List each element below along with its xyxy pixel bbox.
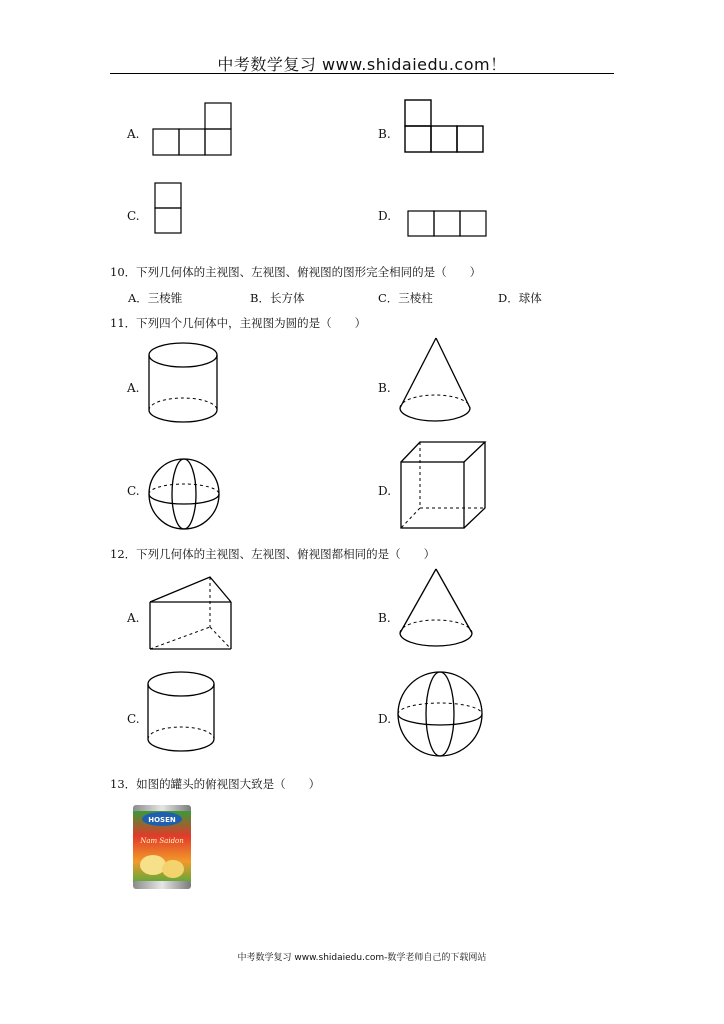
q12-stem: 12．下列几何体的主视图、左视图、俯视图都相同的是（ ） [110,547,436,561]
page-footer: 中考数学复习 www.shidaiedu.com-数学老师自己的下载网站 [237,953,487,963]
q9-option-b-label: B. [378,127,391,141]
q11-cylinder-figure [145,340,221,428]
q9-option-a-label: A. [127,127,140,141]
q12-sphere-figure [396,671,486,759]
q12-option-a-label: A. [127,611,140,625]
canned-food-image [131,803,193,891]
q11-cone-figure [396,336,474,428]
q11-option-a-label: A. [127,381,140,395]
q10-option-d: D．球体 [498,291,542,305]
q9-option-d-label: D. [378,209,392,223]
header-rule [110,73,614,74]
q9-option-c-label: C. [127,209,140,223]
q11-option-c-label: C. [127,484,140,498]
q9-option-c-figure [154,182,184,236]
page-header: 中考数学复习 www.shidaiedu.com！ [217,55,507,74]
q9-option-a-figure [152,102,234,156]
can-product-text: Nam Saidon [140,837,184,845]
q10-option-b: B．长方体 [250,291,305,305]
q11-option-b-label: B. [378,381,391,395]
q10-option-a: A．三棱锥 [128,291,183,305]
q11-option-d-label: D. [378,484,392,498]
q12-cylinder-figure [145,669,217,757]
q9-option-d-figure [407,210,489,238]
q12-option-b-label: B. [378,611,391,625]
q11-sphere-figure [146,456,222,532]
q13-stem: 13．如图的罐头的俯视图大致是（ ） [110,777,321,791]
q12-triangular-prism-figure [146,575,238,653]
q11-stem: 11．下列四个几何体中，主视图为圆的是（ ） [110,316,367,330]
q9-option-b-figure [404,99,486,153]
q12-option-c-label: C. [127,712,140,726]
q10-option-c: C．三棱柱 [378,291,433,305]
q12-cone-figure [396,567,476,653]
q12-option-d-label: D. [378,712,392,726]
can-brand-text: HOSEN [148,816,176,824]
q10-stem: 10．下列几何体的主视图、左视图、俯视图的图形完全相同的是（ ） [110,265,482,279]
q11-cube-figure [398,440,490,532]
